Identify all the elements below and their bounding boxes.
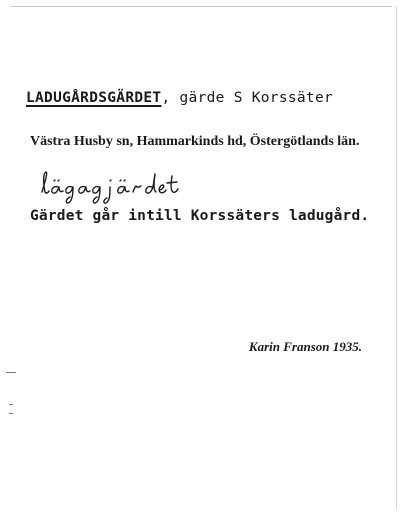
collector-signature: Karin Franson 1935. bbox=[248, 339, 362, 354]
margin-mark bbox=[9, 404, 13, 405]
handwritten-dialect-form bbox=[36, 166, 186, 206]
card-top-edge bbox=[10, 6, 392, 7]
card-heading bbox=[26, 90, 333, 106]
place-type: , gärde S Korssäter bbox=[161, 90, 334, 106]
location-line: Västra Husby sn, Hammarkinds hd, Östergötlands län. bbox=[30, 134, 360, 149]
place-name: LADUGÅRDSGÄRDET bbox=[26, 90, 162, 106]
description-line: Gärdet går intill Korssäters ladugård. bbox=[30, 208, 370, 224]
margin-mark bbox=[6, 372, 16, 373]
margin-mark bbox=[9, 413, 13, 414]
card-right-edge bbox=[396, 6, 397, 509]
